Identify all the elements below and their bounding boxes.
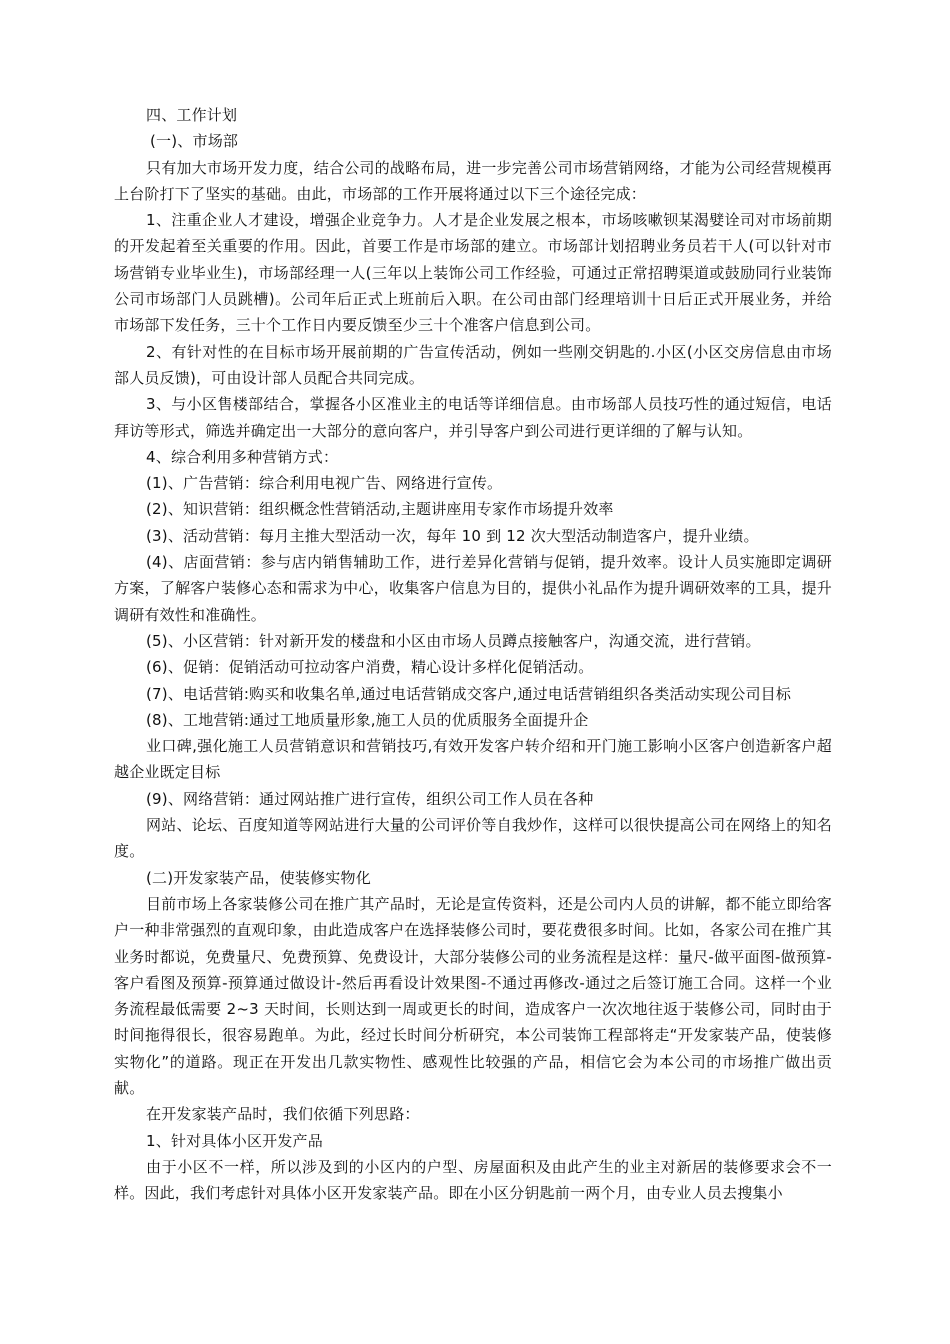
section-title: 四、工作计划: [146, 106, 238, 124]
paragraph: 由于小区不一样，所以涉及到的小区内的户型、房屋面积及由此产生的业主对新居的装修要求会不一样。因此，我们考虑针对具体小区开发家装产品。即在小区分钥匙前一两个月，由专业人员去搜集小: [114, 1157, 832, 1203]
paragraph: 3、与小区售楼部结合，掌握各小区准业主的电话等详细信息。由市场部人员技巧性的通过短信，电话拜访等形式，筛选并确定出一大部分的意向客户，并引导客户到公司进行更详细的了解与认知。: [114, 395, 832, 440]
paragraph: (7)、电话营销:购买和收集名单,通过电话营销成交客户,通过电话营销组织各类活动实现公司目标: [146, 684, 792, 703]
subsection-heading: (二)开发家装产品，使装修实物化: [146, 868, 371, 887]
paragraph: (3)、活动营销：每月主推大型活动一次，每年 10 到 12 次大型活动制造客户，提升业绩。: [146, 526, 759, 545]
paragraph: (5)、小区营销：针对新开发的楼盘和小区由市场人员蹲点接触客户，沟通交流，进行营销。: [146, 631, 761, 650]
paragraph: 业口碑,强化施工人员营销意识和营销技巧,有效开发客户转介绍和开门施工影响小区客户创造新客户超越企业既定目标: [114, 737, 832, 782]
paragraph: (1)、广告营销：综合利用电视广告、网络进行宣传。: [146, 474, 503, 493]
paragraph: 目前市场上各家装修公司在推广其产品时，无论是宣传资料，还是公司内人员的讲解，都不能立即给客户一种非常强烈的直观印象，由此造成客户在选择装修公司时，要花费很多时间。比如，各家公司在推广其业务时都说，免费量尺、免费预算、免费设计，大部分装修公司的业务流程是这样：量尺-做平面图-做预算-客户看图及预算-预算通过做设计-然后再看设计效果图-不通过再修改-通过之后签订施工合同。这样一个业务流程最低需要 2~3 天时间，长则达到一周或更长的时间，造成客户一次次地往返于装修公司，同时由于时间拖得很长，很容易跑单。为此，经过长时间分析研究，本公司装饰工程部将走“开发家装产品，使装修实物化”的道路。现正在开发出几款实物性、感观性比较强的产品，相信它会为本公司的市场推广做出贡献。: [114, 894, 832, 1097]
paragraph: (4)、店面营销：参与店内销售辅助工作，进行差异化营销与促销，提升效率。设计人员实施即定调研方案，了解客户装修心态和需求为中心，收集客户信息为目的，提供小礼品作为提升调研效率的工具，提升调研有效性和准确性。: [114, 553, 832, 624]
document-body: [114, 102, 832, 1206]
paragraph: 1、针对具体小区开发产品: [146, 1131, 323, 1150]
paragraph: 2、有针对性的在目标市场开展前期的广告宣传活动，例如一些刚交钥匙的.小区(小区交房信息由市场部人员反馈)，可由设计部人员配合共同完成。: [114, 342, 832, 387]
paragraph: (6)、促销：促销活动可拉动客户消费，精心设计多样化促销活动。: [146, 658, 594, 677]
paragraph: 在开发家装产品时，我们依循下列思路：: [146, 1105, 420, 1124]
paragraph: 4、综合利用多种营销方式：: [146, 447, 339, 466]
paragraph: 只有加大市场开发力度，结合公司的战略布局，进一步完善公司市场营销网络，才能为公司经营规模再上台阶打下了坚实的基础。由此，市场部的工作开展将通过以下三个途径完成：: [114, 158, 832, 203]
paragraph: 网站、论坛、百度知道等网站进行大量的公司评价等自我炒作，这样可以很快提高公司在网络上的知名度。: [114, 816, 832, 861]
paragraph: (8)、工地营销:通过工地质量形象,施工人员的优质服务全面提升企: [146, 710, 589, 729]
subsection-heading: (一)、市场部: [150, 132, 239, 151]
paragraph: (9)、网络营销：通过网站推广进行宣传，组织公司工作人员在各种: [146, 789, 594, 808]
paragraph: (2)、知识营销：组织概念性营销活动,主题讲座用专家作市场提升效率: [146, 500, 614, 519]
paragraph: 1、注重企业人才建设，增强企业竞争力。人才是企业发展之根本，市场咳嗽钡某渴嬖诠司对市场前期的开发起着至关重要的作用。因此，首要工作是市场部的建立。市场部计划招聘业务员若干人(可以针对市场营销专业毕业生)，市场部经理一人(三年以上装饰公司工作经验，可通过正常招聘渠道或鼓励同行业装饰公司市场部门人员跳槽)。公司年后正式上班前后入职。在公司由部门经理培训十日后正式开展业务，并给市场部下发任务，三十个工作日内要反馈至少三十个准客户信息到公司。: [114, 211, 832, 335]
